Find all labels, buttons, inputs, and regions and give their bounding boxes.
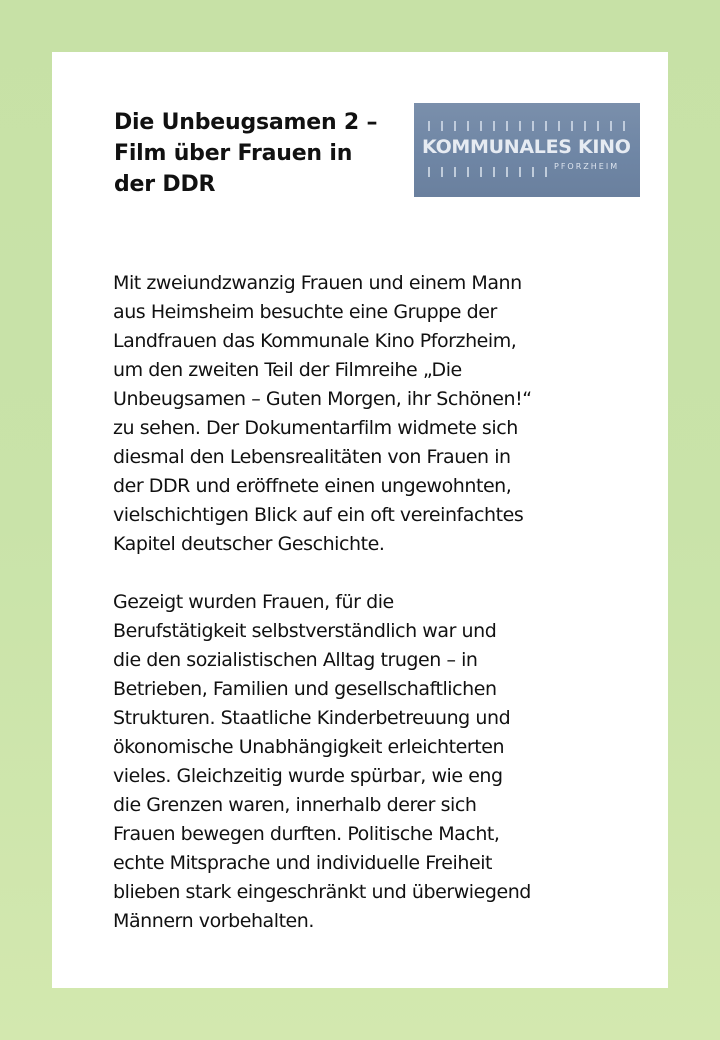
sign-subtext: PFORZHEIM <box>554 162 620 171</box>
sign-text: KOMMUNALES KINO <box>422 136 631 158</box>
article-headline: Die Unbeugsamen 2 – Film über Frauen in der DDR <box>114 110 378 197</box>
paragraph-2: Gezeigt wurden Frauen, für die Berufstätigkeit selbstverständlich war und die den sozialistischen Alltag trugen – in Betrieben, Familien und gesellschaftlichen Strukturen. Staatliche Kinderbetreuung und ökonomische Unabhängigkeit erleichterten vieles. Gleichzeitig wurde spürbar, wie eng die Grenzen waren, innerhalb derer sich Frauen bewegen durften. Politische Macht, echte Mitsprache und individuelle Freiheit blieben stark eingeschränkt und überwiegend Männern vorbehalten. <box>113 591 531 932</box>
paragraph-1: Mit zweiundzwanzig Frauen und einem Mann aus Heimsheim besuchte eine Gruppe der Landfrauen das Kommunale Kino Pforzheim, um den zweiten Teil der Filmreihe „Die Unbeugsamen – Guten Morgen, ihr Schönen!“ zu sehen. Der Dokumentarfilm widmete sich diesmal den Lebensrealitäten von Frauen in der DDR und eröffnete einen ungewohnten, vielschichtigen Blick auf ein oft vereinfachtes Kapitel deutscher Geschichte. <box>113 272 532 555</box>
article-body <box>113 269 623 936</box>
article-card <box>52 52 668 988</box>
cinema-sign-illustration <box>414 103 640 197</box>
cinema-sign-photo <box>414 103 640 197</box>
